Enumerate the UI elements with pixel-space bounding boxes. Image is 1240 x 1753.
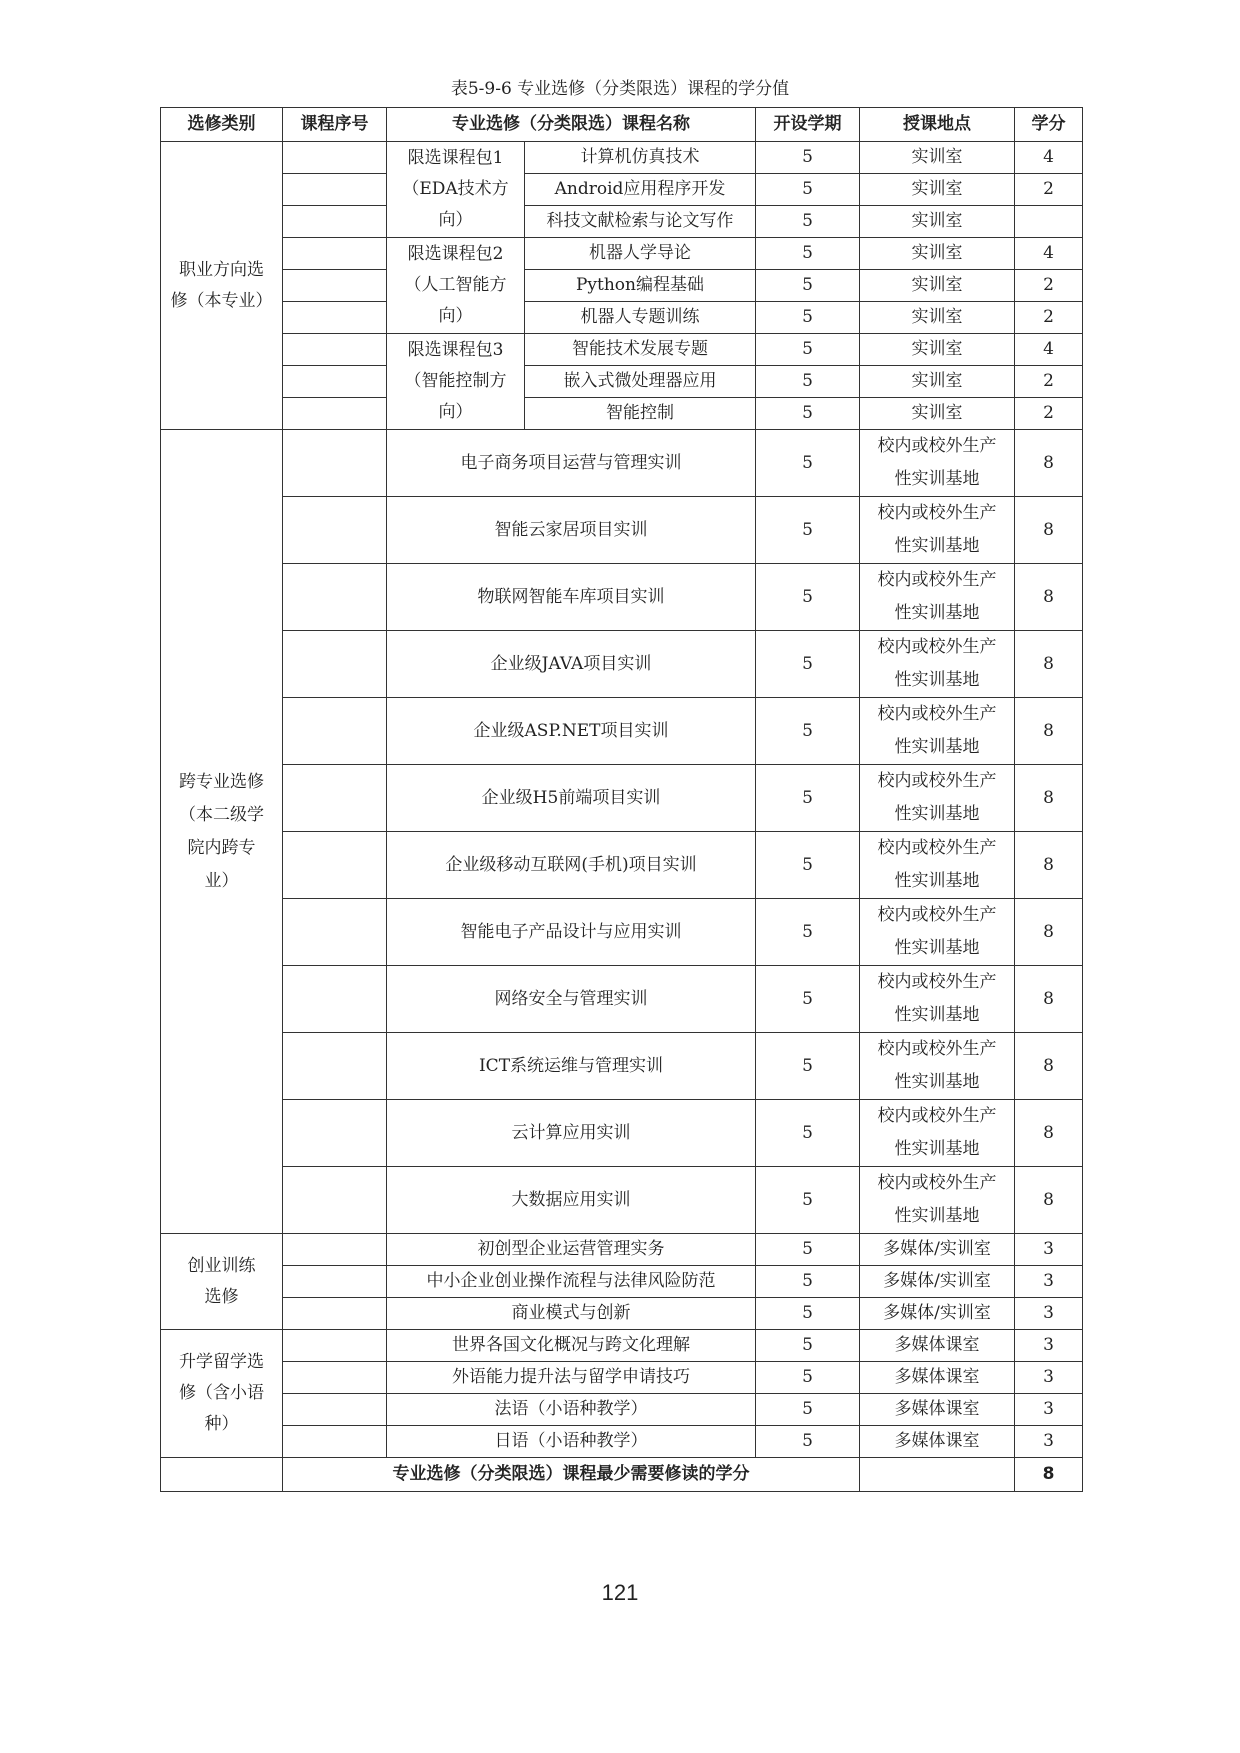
location-cell: 多媒体课室	[860, 1426, 1015, 1458]
course-name: 网络安全与管理实训	[387, 966, 756, 1033]
location-cell: 校内或校外生产 性实训基地	[860, 631, 1015, 698]
term-cell: 5	[756, 832, 860, 899]
course-name: ICT系统运维与管理实训	[387, 1033, 756, 1100]
course-name: 嵌入式微处理器应用	[525, 366, 756, 398]
location-cell: 校内或校外生产 性实训基地	[860, 430, 1015, 497]
table-row	[161, 899, 1083, 966]
seq-cell	[283, 142, 387, 174]
credit-cell: 3	[1015, 1426, 1083, 1458]
table-row	[161, 430, 1083, 497]
table-row	[161, 174, 1083, 206]
location-cell: 多媒体课室	[860, 1394, 1015, 1426]
course-name: 企业级移动互联网(手机)项目实训	[387, 832, 756, 899]
location-cell: 实训室	[860, 398, 1015, 430]
credit-cell: 3	[1015, 1330, 1083, 1362]
credit-cell: 8	[1015, 1100, 1083, 1167]
seq-cell	[283, 430, 387, 497]
term-cell: 5	[756, 206, 860, 238]
credit-cell: 8	[1015, 966, 1083, 1033]
credits-table	[160, 107, 1083, 1492]
course-name: 商业模式与创新	[387, 1298, 756, 1330]
category-cell: 创业训练 选修	[161, 1234, 283, 1330]
location-cell: 校内或校外生产 性实训基地	[860, 832, 1015, 899]
seq-cell	[283, 564, 387, 631]
credit-cell: 3	[1015, 1234, 1083, 1266]
total-label: 专业选修（分类限选）课程最少需要修读的学分	[283, 1458, 860, 1492]
seq-cell	[283, 1394, 387, 1426]
credit-cell: 8	[1015, 1167, 1083, 1234]
term-cell: 5	[756, 1394, 860, 1426]
location-cell: 实训室	[860, 238, 1015, 270]
course-name: 电子商务项目运营与管理实训	[387, 430, 756, 497]
term-cell: 5	[756, 334, 860, 366]
term-cell: 5	[756, 1266, 860, 1298]
credit-cell: 4	[1015, 238, 1083, 270]
table-row	[161, 698, 1083, 765]
seq-cell	[283, 1033, 387, 1100]
course-name: 企业级H5前端项目实训	[387, 765, 756, 832]
course-name: 科技文献检索与论文写作	[525, 206, 756, 238]
term-cell: 5	[756, 302, 860, 334]
page-number: 121	[601, 1580, 639, 1605]
seq-cell	[283, 238, 387, 270]
header-row	[161, 108, 1083, 142]
term-cell: 5	[756, 238, 860, 270]
term-cell: 5	[756, 174, 860, 206]
table-row	[161, 832, 1083, 899]
term-cell: 5	[756, 270, 860, 302]
header-credit: 学分	[1015, 108, 1083, 142]
category-cell: 升学留学选 修（含小语 种）	[161, 1330, 283, 1458]
location-cell: 校内或校外生产 性实训基地	[860, 899, 1015, 966]
term-cell: 5	[756, 765, 860, 832]
table-row	[161, 1426, 1083, 1458]
seq-cell	[283, 631, 387, 698]
table-row	[161, 1100, 1083, 1167]
course-name: 机器人专题训练	[525, 302, 756, 334]
course-name: 大数据应用实训	[387, 1167, 756, 1234]
course-name: 云计算应用实训	[387, 1100, 756, 1167]
table-row	[161, 270, 1083, 302]
credit-cell: 4	[1015, 142, 1083, 174]
seq-cell	[283, 832, 387, 899]
seq-cell	[283, 1298, 387, 1330]
term-cell: 5	[756, 1298, 860, 1330]
seq-cell	[283, 1362, 387, 1394]
table-row	[161, 302, 1083, 334]
course-name: 智能技术发展专题	[525, 334, 756, 366]
course-name: 法语（小语种教学）	[387, 1394, 756, 1426]
seq-cell	[283, 966, 387, 1033]
course-name: 机器人学导论	[525, 238, 756, 270]
location-cell: 校内或校外生产 性实训基地	[860, 1100, 1015, 1167]
location-cell: 多媒体/实训室	[860, 1234, 1015, 1266]
term-cell: 5	[756, 1100, 860, 1167]
table-row	[161, 206, 1083, 238]
course-name: 中小企业创业操作流程与法律风险防范	[387, 1266, 756, 1298]
table-row	[161, 564, 1083, 631]
seq-cell	[283, 698, 387, 765]
package-cell: 限选课程包3 （智能控制方 向）	[387, 334, 525, 430]
header-term: 开设学期	[756, 108, 860, 142]
table-row	[161, 398, 1083, 430]
seq-cell	[283, 174, 387, 206]
term-cell: 5	[756, 1426, 860, 1458]
course-name: 世界各国文化概况与跨文化理解	[387, 1330, 756, 1362]
seq-cell	[283, 270, 387, 302]
table-row	[161, 1234, 1083, 1266]
term-cell: 5	[756, 1234, 860, 1266]
location-cell: 实训室	[860, 174, 1015, 206]
seq-cell	[283, 1167, 387, 1234]
credit-cell	[1015, 206, 1083, 238]
credit-cell: 2	[1015, 398, 1083, 430]
table-caption: 表5-9-6 专业选修（分类限选）课程的学分值	[450, 79, 790, 99]
location-cell: 校内或校外生产 性实训基地	[860, 564, 1015, 631]
location-cell: 实训室	[860, 302, 1015, 334]
course-name: 企业级ASP.NET项目实训	[387, 698, 756, 765]
course-name: 初创型企业运营管理实务	[387, 1234, 756, 1266]
term-cell: 5	[756, 564, 860, 631]
course-name: 计算机仿真技术	[525, 142, 756, 174]
term-cell: 5	[756, 698, 860, 765]
table-row	[161, 1167, 1083, 1234]
credit-cell: 8	[1015, 1033, 1083, 1100]
seq-cell	[283, 899, 387, 966]
term-cell: 5	[756, 899, 860, 966]
location-cell: 校内或校外生产 性实训基地	[860, 1033, 1015, 1100]
seq-cell	[283, 1330, 387, 1362]
location-cell: 多媒体/实训室	[860, 1298, 1015, 1330]
seq-cell	[283, 206, 387, 238]
location-cell: 实训室	[860, 334, 1015, 366]
course-name: Android应用程序开发	[525, 174, 756, 206]
credit-cell: 2	[1015, 302, 1083, 334]
term-cell: 5	[756, 430, 860, 497]
header-location: 授课地点	[860, 108, 1015, 142]
credit-cell: 2	[1015, 366, 1083, 398]
term-cell: 5	[756, 142, 860, 174]
total-empty-cell	[860, 1458, 1015, 1492]
credit-cell: 8	[1015, 899, 1083, 966]
credit-cell: 8	[1015, 631, 1083, 698]
location-cell: 实训室	[860, 270, 1015, 302]
credit-cell: 2	[1015, 270, 1083, 302]
seq-cell	[283, 334, 387, 366]
location-cell: 校内或校外生产 性实训基地	[860, 1167, 1015, 1234]
seq-cell	[283, 398, 387, 430]
term-cell: 5	[756, 366, 860, 398]
seq-cell	[283, 1100, 387, 1167]
table-row	[161, 631, 1083, 698]
seq-cell	[283, 302, 387, 334]
category-cell: 跨专业选修 （本二级学 院内跨专 业）	[161, 430, 283, 1234]
package-cell: 限选课程包2 （人工智能方 向）	[387, 238, 525, 334]
seq-cell	[283, 497, 387, 564]
credit-cell: 3	[1015, 1298, 1083, 1330]
seq-cell	[283, 1426, 387, 1458]
table-row	[161, 366, 1083, 398]
table-row	[161, 765, 1083, 832]
course-name: Python编程基础	[525, 270, 756, 302]
credit-cell: 8	[1015, 832, 1083, 899]
table-row	[161, 1266, 1083, 1298]
table-row	[161, 497, 1083, 564]
term-cell: 5	[756, 398, 860, 430]
credit-cell: 4	[1015, 334, 1083, 366]
credit-cell: 2	[1015, 174, 1083, 206]
term-cell: 5	[756, 966, 860, 1033]
term-cell: 5	[756, 497, 860, 564]
table-row	[161, 1330, 1083, 1362]
course-name: 企业级JAVA项目实训	[387, 631, 756, 698]
table-row	[161, 1362, 1083, 1394]
table-row	[161, 1298, 1083, 1330]
total-row	[161, 1458, 1083, 1492]
package-cell: 限选课程包1 （EDA技术方 向）	[387, 142, 525, 238]
location-cell: 实训室	[860, 142, 1015, 174]
seq-cell	[283, 1266, 387, 1298]
table-row	[161, 334, 1083, 366]
location-cell: 校内或校外生产 性实训基地	[860, 497, 1015, 564]
header-category: 选修类别	[161, 108, 283, 142]
location-cell: 校内或校外生产 性实训基地	[860, 966, 1015, 1033]
table-row	[161, 1033, 1083, 1100]
credit-cell: 8	[1015, 765, 1083, 832]
credit-cell: 3	[1015, 1394, 1083, 1426]
seq-cell	[283, 366, 387, 398]
location-cell: 实训室	[860, 206, 1015, 238]
location-cell: 实训室	[860, 366, 1015, 398]
term-cell: 5	[756, 1033, 860, 1100]
location-cell: 多媒体/实训室	[860, 1266, 1015, 1298]
course-name: 外语能力提升法与留学申请技巧	[387, 1362, 756, 1394]
table-row	[161, 966, 1083, 1033]
course-name: 智能电子产品设计与应用实训	[387, 899, 756, 966]
location-cell: 校内或校外生产 性实训基地	[860, 698, 1015, 765]
location-cell: 多媒体课室	[860, 1330, 1015, 1362]
table-row	[161, 238, 1083, 270]
course-name: 日语（小语种教学）	[387, 1426, 756, 1458]
credit-cell: 8	[1015, 698, 1083, 765]
category-cell: 职业方向选 修（本专业）	[161, 142, 283, 430]
total-empty-cell	[161, 1458, 283, 1492]
credit-cell: 3	[1015, 1362, 1083, 1394]
total-value: 8	[1015, 1458, 1083, 1492]
course-name: 物联网智能车库项目实训	[387, 564, 756, 631]
credit-cell: 8	[1015, 497, 1083, 564]
course-name: 智能云家居项目实训	[387, 497, 756, 564]
credit-cell: 8	[1015, 564, 1083, 631]
table-row	[161, 142, 1083, 174]
header-seq: 课程序号	[283, 108, 387, 142]
term-cell: 5	[756, 1362, 860, 1394]
credit-cell: 3	[1015, 1266, 1083, 1298]
seq-cell	[283, 765, 387, 832]
credit-cell: 8	[1015, 430, 1083, 497]
table-row	[161, 1394, 1083, 1426]
term-cell: 5	[756, 631, 860, 698]
location-cell: 多媒体课室	[860, 1362, 1015, 1394]
location-cell: 校内或校外生产 性实训基地	[860, 765, 1015, 832]
term-cell: 5	[756, 1167, 860, 1234]
header-course-name: 专业选修（分类限选）课程名称	[387, 108, 756, 142]
seq-cell	[283, 1234, 387, 1266]
course-name: 智能控制	[525, 398, 756, 430]
term-cell: 5	[756, 1330, 860, 1362]
